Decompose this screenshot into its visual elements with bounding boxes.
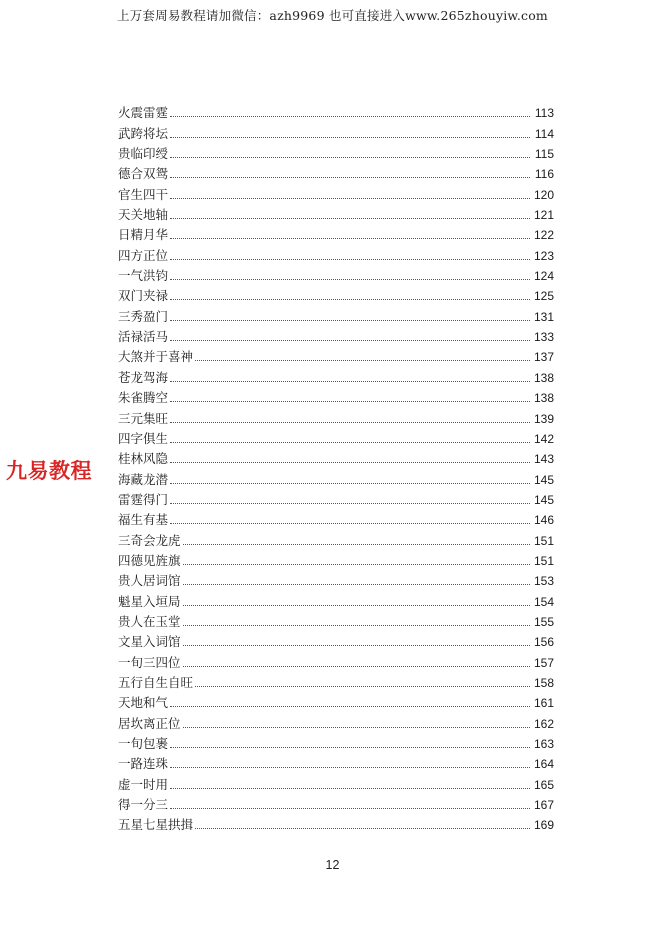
toc-entry-page: 121: [533, 208, 554, 223]
toc-entry[interactable]: [118, 649, 554, 669]
toc-entry[interactable]: [118, 568, 554, 588]
toc-entry-title: 三秀盈门: [118, 308, 169, 324]
toc-dot-leader: [170, 340, 530, 341]
toc-entry[interactable]: [118, 609, 554, 629]
toc-entry-page: 158: [533, 675, 554, 690]
toc-entry-title: 日精月华: [118, 227, 169, 243]
toc-entry[interactable]: [118, 344, 554, 364]
page-header: 上万套周易教程请加微信：azh9969 也可直接进入www.265zhouyiw.com: [117, 8, 548, 23]
page-number: 12: [325, 858, 340, 872]
toc-entry[interactable]: [118, 324, 554, 344]
toc-entry[interactable]: [118, 385, 554, 405]
toc-entry-page: 125: [533, 289, 554, 304]
toc-entry[interactable]: [118, 690, 554, 710]
toc-entry[interactable]: [118, 629, 554, 649]
toc-entry-page: 162: [533, 716, 554, 731]
toc-entry[interactable]: [118, 792, 554, 812]
toc-entry-page: 115: [534, 147, 554, 162]
toc-entry-title: 四方正位: [118, 247, 169, 263]
toc-entry-title: 一旬包裹: [118, 736, 169, 751]
toc-entry-title: 四德见旌旗: [118, 552, 181, 568]
toc-dot-leader: [170, 177, 530, 178]
toc-entry-page: 137: [533, 350, 554, 365]
toc-entry[interactable]: [118, 364, 554, 384]
toc-entry-title: 天关地轴: [118, 207, 169, 223]
toc-entry-title: 五行自生自旺: [118, 674, 194, 690]
toc-entry-page: 155: [533, 614, 554, 629]
toc-dot-leader: [170, 523, 530, 524]
toc-entry-title: 海藏龙潜: [118, 471, 169, 487]
toc-entry-page: 139: [533, 411, 554, 426]
toc-entry-page: 161: [533, 696, 554, 711]
toc-entry-title: 四字俱生: [118, 430, 169, 446]
toc-entry-title: 一气洪钧: [118, 268, 169, 284]
toc-entry-title: 官生四干: [118, 186, 169, 202]
toc-entry-page: 114: [534, 126, 554, 141]
toc-entry[interactable]: [118, 303, 554, 323]
toc-entry[interactable]: [118, 771, 554, 791]
toc-entry[interactable]: [118, 466, 554, 486]
toc-entry[interactable]: [118, 446, 554, 466]
toc-entry-page: 153: [533, 574, 554, 589]
toc-entry-page: 145: [533, 472, 554, 487]
toc-dot-leader: [170, 259, 530, 260]
toc-entry[interactable]: [118, 731, 554, 751]
toc-entry-page: 123: [533, 248, 554, 263]
toc-dot-leader: [170, 503, 530, 504]
toc-dot-leader: [170, 442, 530, 443]
toc-entry-page: 156: [533, 635, 554, 650]
toc-entry-title: 苍龙驾海: [118, 369, 169, 385]
toc-entry-page: 145: [533, 492, 554, 507]
toc-entry[interactable]: [118, 100, 554, 120]
toc-dot-leader: [170, 788, 530, 789]
toc-dot-leader: [170, 462, 530, 463]
toc-entry-page: 120: [533, 187, 554, 202]
toc-entry-title: 得一分三: [118, 797, 169, 813]
toc-entry[interactable]: [118, 527, 554, 547]
toc-entry-page: 146: [533, 513, 554, 528]
toc-entry-title: 雷霆得门: [118, 491, 169, 507]
toc-entry-page: 142: [533, 431, 554, 446]
toc-dot-leader: [170, 218, 530, 219]
toc-entry[interactable]: [118, 202, 554, 222]
toc-entry-page: 138: [533, 370, 554, 385]
toc-entry[interactable]: [118, 141, 554, 161]
toc-entry[interactable]: [118, 548, 554, 568]
toc-entry[interactable]: [118, 426, 554, 446]
toc-entry[interactable]: [118, 120, 554, 140]
toc-entry-page: 124: [533, 269, 554, 284]
toc-dot-leader: [183, 645, 530, 646]
toc-dot-leader: [170, 747, 530, 748]
toc-dot-leader: [170, 706, 530, 707]
toc-dot-leader: [183, 666, 530, 667]
toc-entry-title: 三元集旺: [118, 410, 169, 426]
toc-dot-leader: [170, 808, 530, 809]
toc-entry-page: 133: [533, 330, 554, 345]
toc-entry[interactable]: [118, 670, 554, 690]
toc-entry[interactable]: [118, 161, 554, 181]
toc-entry[interactable]: [118, 242, 554, 262]
toc-entry-title: 桂林风隐: [118, 451, 169, 467]
toc-entry-title: 福生有基: [118, 512, 169, 528]
toc-dot-leader: [170, 767, 530, 768]
toc-dot-leader: [195, 828, 530, 829]
toc-entry-page: 122: [533, 228, 554, 243]
toc-dot-leader: [183, 584, 530, 585]
toc-entry-page: 169: [533, 818, 554, 833]
toc-dot-leader: [170, 381, 530, 382]
toc-entry-title: 贵人在玉堂: [118, 613, 181, 629]
toc-entry-page: 113: [534, 106, 554, 121]
toc-entry-title: 五星七星拱揖: [118, 817, 194, 833]
toc-entry[interactable]: [118, 507, 554, 527]
toc-entry-title: 魁星入垣局: [118, 593, 181, 609]
toc-entry[interactable]: [118, 812, 554, 832]
toc-dot-leader: [170, 137, 530, 138]
toc-entry-page: 154: [533, 594, 554, 609]
toc-dot-leader: [170, 320, 530, 321]
toc-entry-title: 武跨将坛: [118, 125, 169, 141]
toc-entry-title: 贵临印绶: [118, 146, 169, 162]
toc-dot-leader: [170, 198, 530, 199]
toc-dot-leader: [170, 157, 530, 158]
toc-entry-title: 贵人居词馆: [118, 573, 181, 589]
toc-entry-page: 138: [533, 391, 554, 406]
toc-entry-title: 虚一时用: [118, 776, 169, 792]
toc-entry[interactable]: [118, 222, 554, 242]
toc-entry-title: 居坎离正位: [118, 715, 181, 731]
toc-entry[interactable]: [118, 751, 554, 771]
toc-dot-leader: [170, 422, 530, 423]
toc-entry[interactable]: [118, 710, 554, 730]
toc-entry-page: 157: [533, 655, 554, 670]
toc-dot-leader: [170, 116, 530, 117]
table-of-contents: [118, 100, 554, 832]
toc-entry[interactable]: [118, 487, 554, 507]
toc-dot-leader: [170, 299, 530, 300]
toc-entry-title: 双门夹禄: [118, 288, 169, 304]
toc-entry-page: 167: [533, 798, 554, 813]
toc-entry-title: 一旬三四位: [118, 654, 181, 670]
toc-dot-leader: [170, 279, 530, 280]
toc-entry-title: 一路连珠: [118, 756, 169, 772]
toc-entry-page: 143: [533, 452, 554, 467]
toc-dot-leader: [183, 605, 530, 606]
toc-entry[interactable]: [118, 283, 554, 303]
toc-dot-leader: [170, 483, 530, 484]
toc-dot-leader: [195, 686, 530, 687]
toc-entry-page: 131: [533, 309, 554, 324]
toc-entry-page: 116: [534, 167, 554, 182]
toc-dot-leader: [183, 564, 530, 565]
watermark-logo: 九易教程: [6, 459, 92, 483]
toc-entry[interactable]: [118, 181, 554, 201]
toc-entry-page: 164: [533, 757, 554, 772]
toc-dot-leader: [183, 727, 530, 728]
toc-dot-leader: [195, 360, 530, 361]
toc-entry-title: 火震雷霆: [118, 105, 169, 121]
toc-entry-title: 大煞并于喜神: [118, 349, 194, 365]
toc-dot-leader: [183, 625, 530, 626]
toc-entry-title: 活禄活马: [118, 329, 169, 345]
toc-entry-title: 天地和气: [118, 695, 169, 711]
toc-entry[interactable]: [118, 263, 554, 283]
toc-entry-title: 德合双鸳: [118, 166, 169, 182]
toc-entry[interactable]: [118, 405, 554, 425]
toc-entry-page: 163: [533, 737, 554, 751]
toc-entry-title: 朱雀腾空: [118, 390, 169, 406]
toc-entry-page: 151: [533, 533, 554, 548]
toc-dot-leader: [170, 238, 530, 239]
toc-dot-leader: [183, 544, 530, 545]
toc-entry-title: 三奇会龙虎: [118, 532, 181, 548]
toc-entry[interactable]: [118, 588, 554, 608]
toc-dot-leader: [170, 401, 530, 402]
toc-entry-title: 文星入词馆: [118, 634, 181, 650]
toc-entry-page: 151: [533, 553, 554, 568]
toc-entry-page: 165: [533, 777, 554, 792]
